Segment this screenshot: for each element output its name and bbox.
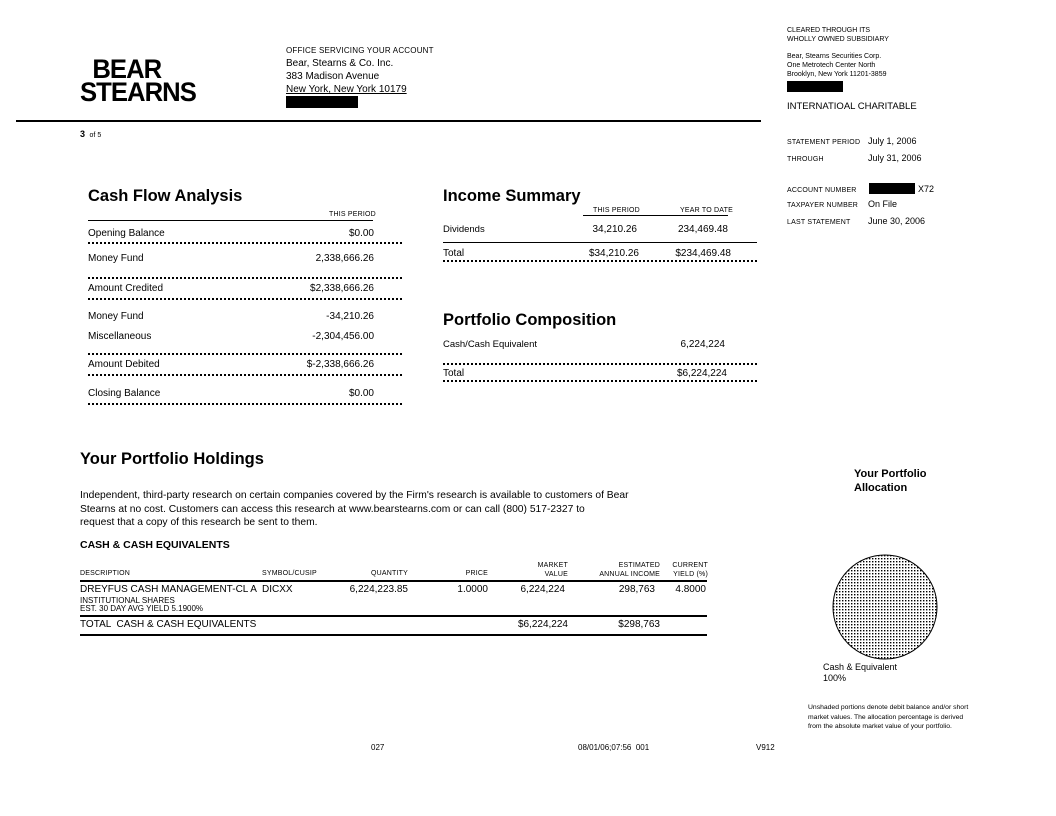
table-bottom-rule: [80, 634, 707, 636]
cash-flow-col-header: THIS PERIOD: [329, 211, 376, 218]
col-quantity: QUANTITY: [371, 570, 408, 577]
col-price: PRICE: [465, 570, 488, 577]
total-cash-market-value: $6,224,224: [517, 619, 568, 630]
col-market-value: [510, 561, 568, 579]
cash-flow-title: Cash Flow Analysis: [88, 187, 243, 205]
clearing-address-1: One Metrotech Center North: [787, 62, 876, 69]
statement-period-value: July 1, 2006: [868, 136, 917, 146]
divider: [443, 242, 757, 243]
dividends-ytd: 234,469.48: [677, 224, 728, 235]
divider: [88, 353, 402, 355]
office-street: 383 Madison Avenue: [286, 71, 380, 82]
divider: [88, 374, 402, 376]
col-description: DESCRIPTION: [80, 570, 131, 577]
total-cash-label: TOTAL CASH & CASH EQUIVALENTS: [80, 619, 257, 630]
office-city: New York, New York 10179: [286, 84, 407, 95]
allocation-note-1: Unshaded portions denote debit balance and/or short: [808, 704, 969, 711]
composition-row-value: 6,224,224: [680, 339, 725, 350]
page-indicator: [80, 129, 101, 139]
logo-line-1: BEAR: [92, 54, 162, 84]
dividends-label: Dividends: [443, 224, 485, 235]
allocation-pie-chart: [830, 552, 940, 662]
composition-total-label: Total: [443, 368, 465, 379]
row-price: 1.0000: [457, 584, 488, 595]
dividends-this-period: 34,210.26: [592, 224, 637, 235]
office-name: Bear, Stearns & Co. Inc.: [286, 58, 394, 69]
clearing-block: [787, 26, 889, 95]
holdings-title: Your Portfolio Holdings: [80, 450, 264, 468]
redaction-box: [787, 81, 843, 92]
composition-total-value: $6,224,224: [676, 368, 727, 379]
col-current-yield: [664, 561, 708, 579]
col-annual-income-line2: ANNUAL INCOME: [599, 571, 660, 578]
last-statement-value: June 30, 2006: [868, 216, 926, 226]
col-current-yield-line2: YIELD (%): [673, 571, 708, 578]
allocation-legend: [823, 662, 897, 684]
opening-balance-label: Opening Balance: [88, 228, 165, 239]
row-description-3: EST. 30 DAY AVG YIELD 5.1900%: [80, 604, 204, 613]
research-line-3: request that a copy of this research be sent to them.: [80, 517, 318, 528]
through-label: THROUGH: [787, 156, 824, 163]
logo-line-2: STEARNS: [80, 77, 196, 107]
bear-stearns-logo: [80, 54, 196, 107]
row-description-2: INSTITUTIONAL SHARES: [80, 596, 175, 605]
allocation-label: Cash & Equivalent: [823, 662, 898, 672]
col-current-yield-line1: CURRENT: [672, 562, 708, 569]
research-paragraph: [80, 489, 629, 530]
allocation-title-line2: Allocation: [854, 482, 908, 494]
composition-row-label: Cash/Cash Equivalent: [443, 339, 537, 350]
portfolio-composition-title: Portfolio Composition: [443, 311, 617, 329]
miscellaneous-label: Miscellaneous: [88, 331, 152, 342]
row-symbol: DICXX: [262, 584, 293, 595]
money-fund-debit-label: Money Fund: [88, 311, 144, 322]
taxpayer-label: TAXPAYER NUMBER: [787, 202, 859, 209]
divider: [88, 298, 402, 300]
divider: [88, 277, 402, 279]
opening-balance-value: $0.00: [348, 228, 374, 239]
footer-page-code: 027: [371, 743, 385, 752]
office-block: [286, 44, 434, 112]
clearing-heading-2: WHOLLY OWNED SUBSIDIARY: [787, 36, 889, 43]
office-heading: OFFICE SERVICING YOUR ACCOUNT: [286, 46, 434, 55]
row-annual-income: 298,763: [618, 584, 655, 595]
allocation-note: [808, 703, 968, 732]
statement-period-label: STATEMENT PERIOD: [787, 139, 861, 146]
col-market-value-line1: MARKET: [537, 562, 568, 569]
divider: [443, 363, 757, 365]
total-cash-annual-income: $298,763: [618, 619, 660, 630]
footer-code: V912: [756, 743, 775, 752]
cash-flow-header-rule: [88, 220, 373, 221]
col-market-value-line2: VALUE: [544, 571, 568, 578]
closing-balance-value: $0.00: [348, 388, 374, 399]
footer-timestamp: 08/01/06;07:56 001: [578, 743, 650, 752]
row-quantity: 6,224,223.85: [349, 584, 408, 595]
clearing-heading-1: CLEARED THROUGH ITS: [787, 27, 871, 34]
closing-balance-label: Closing Balance: [88, 388, 161, 399]
amount-credited-label: Amount Credited: [88, 283, 164, 294]
research-line-1: Independent, third-party research on certain companies covered by the Firm's research is available to customers of Bear: [80, 490, 629, 501]
account-number-label: ACCOUNT NUMBER: [787, 187, 857, 194]
through-value: July 31, 2006: [868, 153, 922, 163]
divider: [88, 403, 402, 405]
divider: [443, 380, 757, 382]
research-line-2: Stearns at no cost. Customers can access this research at www.bearstearns.com or can call (800) 517-2327 to: [80, 503, 585, 515]
pie-slice-cash-equivalent: [833, 555, 937, 659]
page-number: 3: [80, 129, 86, 139]
divider: [88, 242, 402, 244]
amount-debited-value: $-2,338,666.26: [306, 359, 374, 370]
taxpayer-value: On File: [868, 199, 898, 209]
page-of: of 5: [89, 132, 102, 139]
clearing-address-2: Brooklyn, New York 11201-3859: [787, 71, 887, 78]
money-fund-credit-value: 2,338,666.26: [315, 253, 374, 264]
clearing-name: Bear, Stearns Securities Corp.: [787, 53, 882, 60]
income-total-this-period: $34,210.26: [588, 248, 639, 259]
col-annual-income-line1: ESTIMATED: [618, 562, 660, 569]
row-description: DREYFUS CASH MANAGEMENT-CL A: [80, 584, 257, 595]
money-fund-debit-value: -34,210.26: [326, 311, 374, 322]
income-col-this-period: THIS PERIOD: [593, 207, 640, 214]
account-name: INTERNATIOAL CHARITABLE: [787, 101, 917, 112]
amount-debited-label: Amount Debited: [88, 359, 160, 370]
income-col-ytd: YEAR TO DATE: [680, 207, 733, 214]
header-rule: [16, 120, 761, 122]
col-symbol: SYMBOL/CUSIP: [262, 570, 317, 577]
row-market-value: 6,224,224: [520, 584, 565, 595]
allocation-title: [854, 467, 927, 495]
divider: [443, 260, 757, 262]
money-fund-credit-label: Money Fund: [88, 253, 144, 264]
redaction-box: [286, 96, 358, 108]
allocation-title-line1: Your Portfolio: [854, 468, 927, 480]
income-summary-title: Income Summary: [443, 187, 581, 205]
allocation-note-3: from the absolute market value of your portfolio.: [808, 723, 952, 730]
row-yield: 4.8000: [675, 584, 706, 595]
miscellaneous-value: -2,304,456.00: [312, 331, 374, 342]
table-total-rule: [80, 615, 707, 617]
account-number-suffix: X72: [918, 184, 935, 194]
col-annual-income: [590, 561, 660, 579]
table-header-rule: [80, 580, 707, 582]
income-header-rule: [583, 215, 728, 216]
allocation-percent: 100%: [823, 673, 847, 683]
cash-equivalents-heading: CASH & CASH EQUIVALENTS: [80, 539, 230, 551]
amount-credited-value: $2,338,666.26: [310, 283, 374, 294]
allocation-note-2: market values. The allocation percentage is derived: [808, 713, 964, 721]
income-total-ytd: $234,469.48: [675, 248, 731, 259]
last-statement-label: LAST STATEMENT: [787, 219, 851, 226]
redaction-box: [869, 183, 915, 194]
income-total-label: Total: [443, 248, 465, 259]
